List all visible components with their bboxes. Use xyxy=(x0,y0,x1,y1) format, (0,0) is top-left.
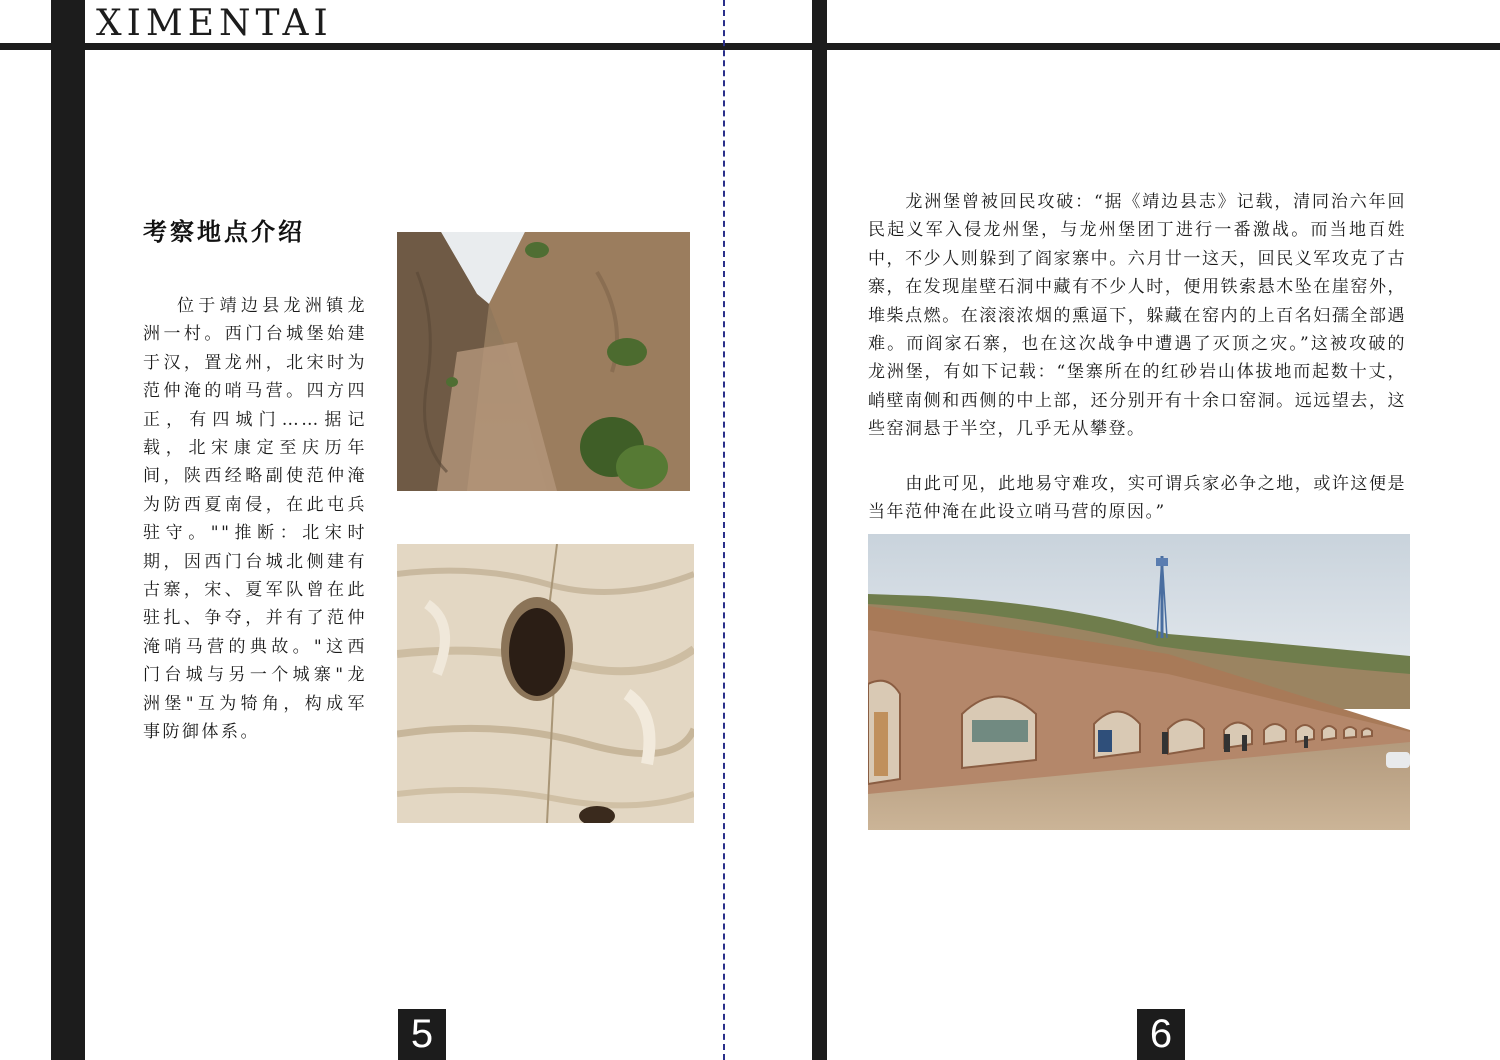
header-rule-right xyxy=(826,43,1500,50)
left-body-text: 位于靖边县龙洲镇龙洲一村。西门台城堡始建于汉，置龙州，北宋时为范仲淹的哨马营。四方四正，有四城门……据记载，北宋康定至庆历年间，陕西经略副使范仲淹为防西夏南侵，在此屯兵驻守。""推断：北宋时期，因西门台城北侧建有古寨，宋、夏军队曾在此驻扎、争夺，并有了范仲淹哨马营的典故。"这西门台城与另一个城寨"龙洲堡"互为犄角，构成军事防御体系。 xyxy=(143,296,367,743)
masthead-title: XIMENTAI xyxy=(96,3,333,44)
page-number-right: 6 xyxy=(1137,1009,1185,1060)
photo-cave-dwellings xyxy=(868,534,1410,830)
photo-rock-cave-hole xyxy=(397,544,694,823)
fold-line xyxy=(723,0,725,1060)
right-paragraph-2: 由此可见，此地易守难攻，实可谓兵家必争之地，或许这便是当年范仲淹在此设立哨马营的原因。” xyxy=(868,474,1406,523)
spine-bar xyxy=(812,0,827,1060)
header-rule-left xyxy=(0,43,812,50)
page-number-left: 5 xyxy=(398,1009,446,1060)
right-paragraph-1: 龙洲堡曾被回民攻破：“据《靖边县志》记载，清同治六年回民起义军入侵龙州堡，与龙州堡团丁进行一番激战。而当地百姓中，不少人则躲到了阎家寨中。六月廿一这天，回民义军攻克了古寨，在发现崖壁石洞中藏有不少人时，便用铁索悬木坠在崖窑外，堆柴点燃。在滚滚浓烟的熏逼下，躲藏在窑内的上百名妇孺全部遇难。而阎家石寨，也在这次战争中遭遇了灭顶之灾。”这被攻破的龙洲堡，有如下记载：“堡寨所在的红砂岩山体拔地而起数十丈，峭壁南侧和西侧的中上部，还分别开有十余口窑洞。远远望去，这些窑洞悬于半空，几乎无从攀登。 xyxy=(868,192,1406,440)
photo-loess-gully xyxy=(397,232,690,491)
section-heading: 考察地点介绍 xyxy=(143,218,305,246)
left-margin-bar xyxy=(51,0,85,1060)
